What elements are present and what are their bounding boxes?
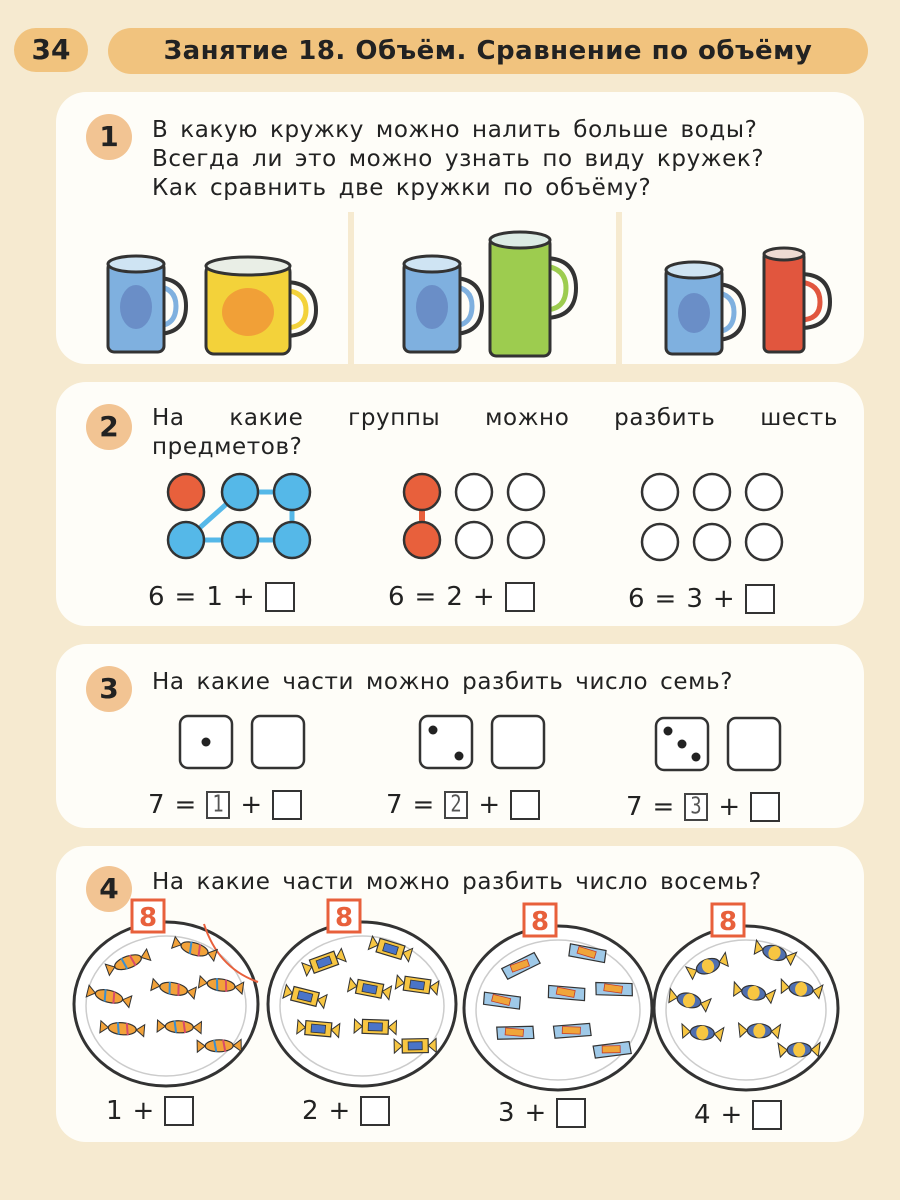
die-empty-icon xyxy=(492,716,544,768)
eq-number: 6 xyxy=(628,584,645,614)
task-1-line-2: Всегда ли это можно узнать по виду кружек? xyxy=(152,146,765,172)
number-tag-icon xyxy=(132,900,164,933)
candy-plate-1 xyxy=(74,900,258,1086)
task-1-number: 1 xyxy=(86,114,132,160)
eq-number: 7 xyxy=(386,790,403,820)
task-4-panel xyxy=(56,846,864,1142)
expression-3 xyxy=(498,1096,586,1130)
dot-group-1 xyxy=(168,474,310,558)
task-2-line-2: предметов? xyxy=(152,434,303,460)
equation-6-1 xyxy=(148,580,295,614)
eq-sign: + xyxy=(328,1096,351,1126)
eq-sign: + xyxy=(524,1098,547,1128)
dotted-digit: 1 xyxy=(212,791,224,818)
blue-mug-icon xyxy=(108,256,186,352)
eq-sign: = xyxy=(174,582,197,612)
expression-4 xyxy=(694,1098,782,1132)
die-one-icon xyxy=(180,716,232,768)
expression-2 xyxy=(302,1094,390,1128)
answer-box[interactable] xyxy=(265,582,295,612)
eq-number: 7 xyxy=(148,790,165,820)
eq-sign: + xyxy=(720,1100,743,1130)
task-1-line-3: Как сравнить две кружки по объёму? xyxy=(152,175,652,201)
green-mug-icon xyxy=(490,232,576,356)
eq-sign: + xyxy=(718,792,741,822)
lesson-title: Занятие 18. Объём. Сравнение по объёму xyxy=(108,28,868,74)
eq-sign: = xyxy=(652,792,675,822)
eq-number: 1 xyxy=(206,582,223,612)
eq-number: 3 xyxy=(686,584,703,614)
candy-plate-4 xyxy=(654,904,838,1090)
eq-number: 2 xyxy=(302,1096,319,1126)
answer-box[interactable] xyxy=(745,584,775,614)
task-2-panel xyxy=(56,382,864,626)
eq-number: 2 xyxy=(446,582,463,612)
dotted-digit: 3 xyxy=(690,793,702,820)
task-2-number: 2 xyxy=(86,404,132,450)
equation-7-1 xyxy=(148,788,302,822)
eq-number: 1 xyxy=(106,1096,123,1126)
answer-box[interactable] xyxy=(164,1096,194,1126)
candy-plate-3 xyxy=(464,904,652,1090)
eq-number: 4 xyxy=(694,1100,711,1130)
dotted-digit-box xyxy=(444,791,468,819)
die-two-icon xyxy=(420,716,472,768)
task-3-question: На какие части можно разбить число семь? xyxy=(152,669,734,695)
answer-box[interactable] xyxy=(752,1100,782,1130)
word: какие xyxy=(229,405,304,431)
die-empty-icon xyxy=(728,718,780,770)
red-mug-icon xyxy=(764,248,830,352)
dotted-digit-box xyxy=(684,793,708,821)
answer-box[interactable] xyxy=(505,582,535,612)
eq-sign: + xyxy=(232,582,255,612)
blue-mug-icon xyxy=(666,262,744,354)
task-4-number: 4 xyxy=(86,866,132,912)
eq-sign: + xyxy=(132,1096,155,1126)
answer-box[interactable] xyxy=(360,1096,390,1126)
eq-number: 3 xyxy=(498,1098,515,1128)
page-number: 34 xyxy=(14,28,88,72)
eq-number: 7 xyxy=(626,792,643,822)
eq-sign: + xyxy=(712,584,735,614)
number-tag-text: 8 xyxy=(718,907,738,937)
word: На xyxy=(152,405,185,431)
candy-plate-2 xyxy=(268,900,456,1086)
dot-group-2 xyxy=(404,474,544,558)
task-3-panel xyxy=(56,644,864,828)
dot-group-3 xyxy=(642,474,782,560)
eq-sign: + xyxy=(478,790,501,820)
eq-number: 6 xyxy=(388,582,405,612)
word: группы xyxy=(348,405,441,431)
word: можно xyxy=(485,405,570,431)
blue-mug-icon xyxy=(404,256,482,352)
die-three-icon xyxy=(656,718,708,770)
answer-box[interactable] xyxy=(556,1098,586,1128)
equation-7-3 xyxy=(626,790,780,824)
task-3-number: 3 xyxy=(86,666,132,712)
task-4-question: На какие части можно разбить число восемь? xyxy=(152,869,762,895)
dotted-digit: 2 xyxy=(450,791,462,818)
expression-1 xyxy=(106,1094,194,1128)
eq-sign: + xyxy=(472,582,495,612)
answer-box[interactable] xyxy=(510,790,540,820)
equation-6-3 xyxy=(628,582,775,616)
number-tag-icon xyxy=(712,904,744,937)
eq-number: 6 xyxy=(148,582,165,612)
eq-sign: = xyxy=(414,582,437,612)
eq-sign: = xyxy=(174,790,197,820)
answer-box[interactable] xyxy=(750,792,780,822)
number-tag-text: 8 xyxy=(334,903,354,933)
number-tag-icon xyxy=(328,900,360,933)
equation-6-2 xyxy=(388,580,535,614)
task-1-line-1: В какую кружку можно налить больше воды? xyxy=(152,117,758,143)
number-tag-icon xyxy=(524,904,556,937)
task-1-panel xyxy=(56,92,864,364)
number-tag-text: 8 xyxy=(138,903,158,933)
answer-box[interactable] xyxy=(272,790,302,820)
eq-sign: = xyxy=(654,584,677,614)
eq-sign: = xyxy=(412,790,435,820)
dotted-digit-box xyxy=(206,791,230,819)
number-tag-text: 8 xyxy=(530,907,550,937)
word: разбить xyxy=(614,405,716,431)
eq-sign: + xyxy=(240,790,263,820)
die-empty-icon xyxy=(252,716,304,768)
word: шесть xyxy=(760,405,838,431)
equation-7-2 xyxy=(386,788,540,822)
yellow-mug-icon xyxy=(206,257,316,354)
mug-illustrations xyxy=(56,92,864,364)
